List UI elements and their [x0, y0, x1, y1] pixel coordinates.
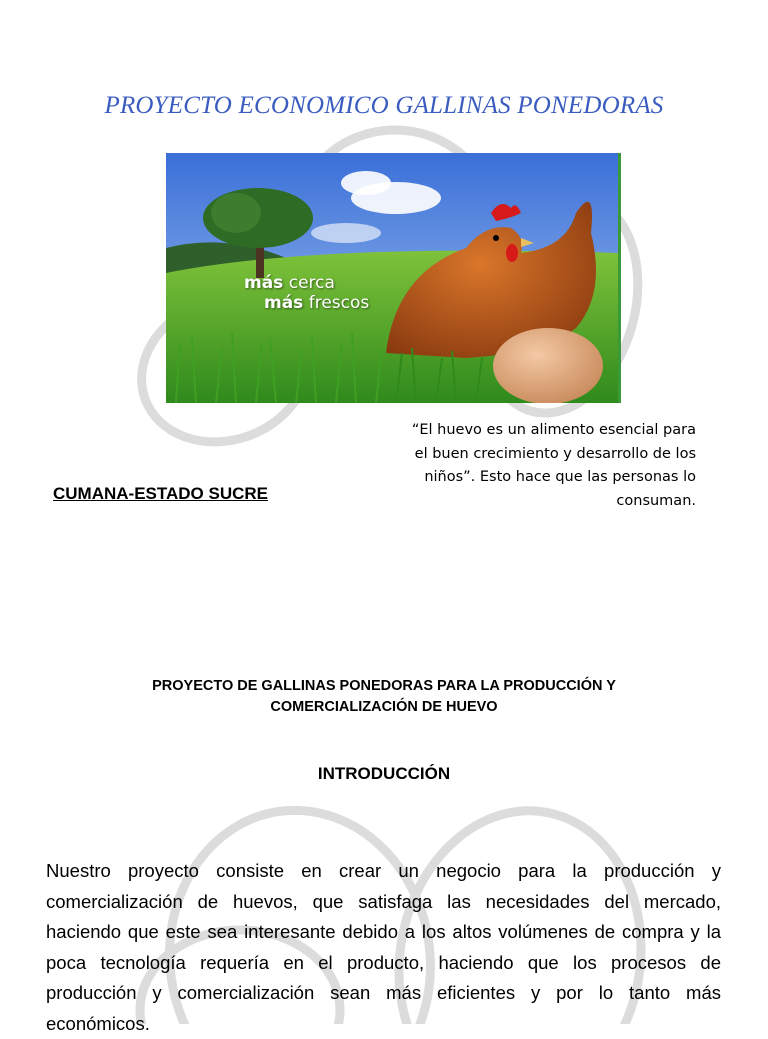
slogan-bold: más	[244, 273, 284, 293]
intro-paragraph: Nuestro proyecto consiste en crear un negocio para la producción y comercialización de huevos, que satisfaga las necesidades del mercado, haciendo que este sea interesante debido a los altos volúmenes de compra y la poca tecnología requería en el producto, haciendo que los procesos de producción y comercialización sean más eficientes y por lo tanto más económicos.	[46, 860, 721, 1034]
banner-slogan-line2	[264, 293, 369, 313]
banner-slogan-line1	[244, 273, 335, 293]
document-title: PROYECTO ECONOMICO GALLINAS PONEDORAS	[104, 92, 664, 119]
hen-banner-image	[166, 153, 621, 403]
quote-text: “El huevo es un alimento esencial para el buen crecimiento y desarrollo de los niños”. Esto hace que las personas lo consuman.	[411, 422, 696, 509]
slogan-rest: frescos	[303, 293, 370, 313]
section-heading: INTRODUCCIÓN	[317, 764, 451, 783]
location-label: CUMANA-ESTADO SUCRE	[53, 484, 269, 503]
slogan-bold: más	[264, 293, 304, 313]
project-title-line1: PROYECTO DE GALLINAS PONEDORAS PARA LA PRODUCCIÓN Y	[152, 678, 616, 694]
slogan-rest: cerca	[283, 273, 335, 293]
project-title-line2: COMERCIALIZACIÓN DE HUEVO	[270, 699, 498, 715]
project-title	[0, 676, 768, 718]
